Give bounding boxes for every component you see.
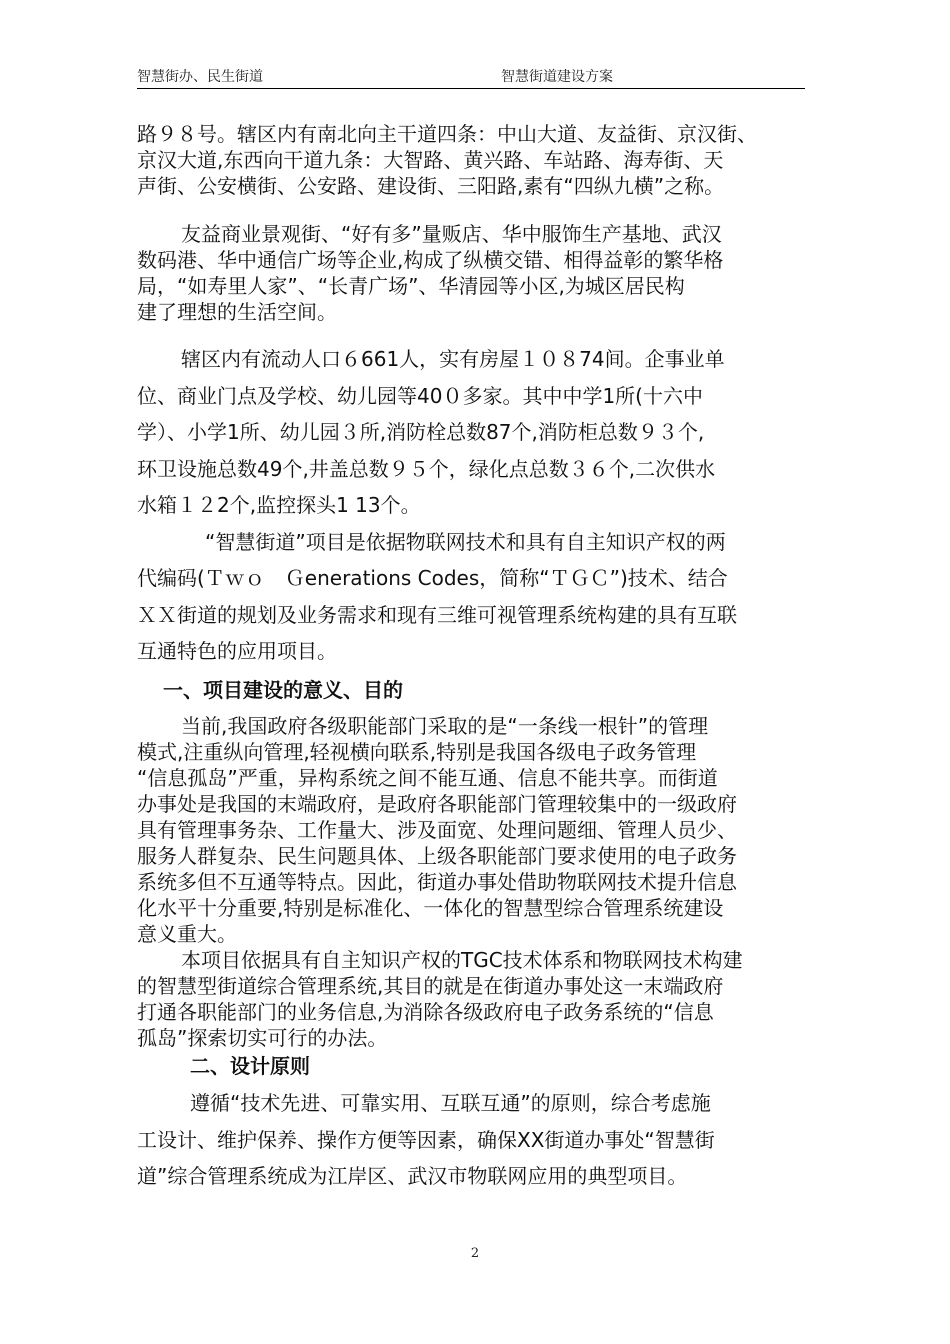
page-number: 2 (470, 1246, 480, 1261)
body-line: 数码港、华中通信广场等企业,构成了纵横交错、相得益彰的繁华格 (137, 248, 724, 272)
body-line: 辖区内有流动人口６661人，实有房屋１０８74间。企事业单 (181, 347, 725, 371)
body-line: 工设计、维护保养、操作方便等因素，确保XX街道办事处“智慧街 (137, 1128, 715, 1152)
body-line: 办事处是我国的末端政府，是政府各职能部门管理较集中的一级政府 (137, 792, 737, 816)
body-line: 打通各职能部门的业务信息,为消除各级政府电子政务系统的“信息 (137, 1000, 714, 1024)
page-header (137, 62, 805, 89)
body-line: 系统多但不互通等特点。因此，街道办事处借助物联网技术提升信息 (137, 870, 737, 894)
header-right-text: 智慧街道建设方案 (501, 69, 613, 85)
body-line: “智慧街道”项目是依据物联网技术和具有自主知识产权的两 (205, 530, 726, 554)
body-line: 学）、小学1所、幼儿园３所,消防栓总数87个,消防柜总数９３个, (137, 420, 705, 444)
body-line: 声街、公安横街、公安路、建设街、三阳路,素有“四纵九横”之称。 (137, 174, 725, 198)
body-line: 京汉大道,东西向干道九条：大智路、黄兴路、车站路、海寿街、天 (137, 148, 724, 172)
body-line: 当前,我国政府各级职能部门采取的是“一条线一根针”的管理 (181, 714, 709, 738)
body-line: 遵循“技术先进、可靠实用、互联互通”的原则，综合考虑施 (190, 1091, 711, 1115)
body-line: 模式,注重纵向管理,轻视横向联系,特别是我国各级电子政务管理 (137, 740, 697, 764)
body-line: 服务人群复杂、民生问题具体、上级各职能部门要求使用的电子政务 (137, 844, 737, 868)
section-heading-principles: 二、设计原则 (190, 1054, 310, 1078)
body-line: 友益商业景观街、“好有多”量贩店、华中服饰生产基地、武汉 (181, 222, 722, 246)
body-line: 化水平十分重要,特别是标准化、一体化的智慧型综合管理系统建设 (137, 896, 724, 920)
body-line: 道”综合管理系统成为江岸区、武汉市物联网应用的典型项目。 (137, 1164, 688, 1188)
body-line: 位、商业门点及学校、幼儿园等40０多家。其中中学1所(十六中 (137, 384, 703, 408)
body-line: 互通特色的应用项目。 (137, 639, 337, 663)
body-line: 的智慧型街道综合管理系统,其目的就是在街道办事处这一末端政府 (137, 974, 724, 998)
body-line: 水箱１２2个,监控探头1 13个。 (137, 493, 421, 517)
header-left-text: 智慧街办、民生街道 (137, 69, 263, 85)
body-line: 具有管理事务杂、工作量大、涉及面宽、处理问题细、管理人员少、 (137, 818, 737, 842)
body-line: “信息孤岛”严重，异构系统之间不能互通、信息不能共享。而街道 (137, 766, 718, 790)
body-line: 孤岛”探索切实可行的办法。 (137, 1026, 388, 1050)
body-line: ＸＸ街道的规划及业务需求和现有三维可视管理系统构建的具有互联 (137, 603, 737, 627)
body-line: 代编码(Ｔｗｏ Ｇenerations Codes，简称“ＴＧＣ”)技术、结合 (137, 566, 728, 590)
body-line: 环卫设施总数49个,井盖总数９５个，绿化点总数３６个,二次供水 (137, 457, 716, 481)
body-line: 局，“如寿里人家”、“长青广场”、华清园等小区,为城区居民构 (137, 274, 685, 298)
section-heading-purpose: 一、项目建设的意义、目的 (163, 678, 403, 702)
body-line: 本项目依据具有自主知识产权的TGC技术体系和物联网技术构建 (181, 948, 743, 972)
body-line: 路９８号。辖区内有南北向主干道四条：中山大道、友益街、京汉街、 (137, 122, 757, 146)
body-line: 建了理想的生活空间。 (137, 300, 337, 324)
body-line: 意义重大。 (137, 922, 237, 946)
